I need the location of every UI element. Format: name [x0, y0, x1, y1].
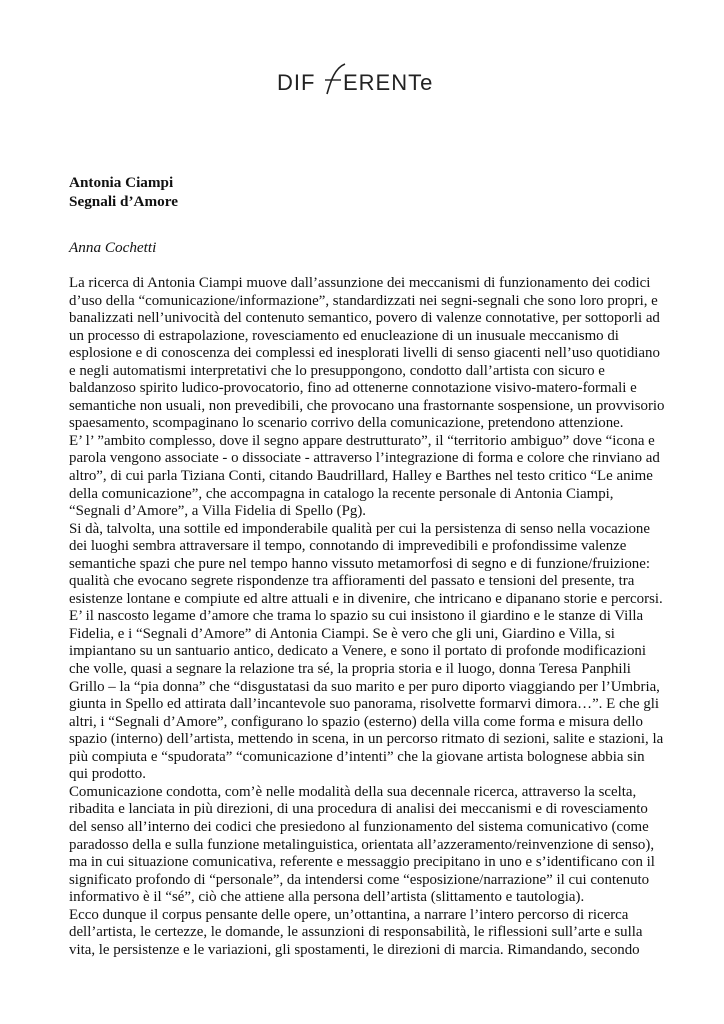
body-line: Grillo – la “pia donna” che “disgustatasi da suo marito e per puro diporto viaggiando per l’Umbria, [69, 678, 660, 695]
body-line: del senso all’interno dei codici che presiedono al funzionamento del sistema comunicativo (come [69, 818, 649, 835]
svg-text:DIF: DIF [277, 70, 316, 95]
body-line: Ecco dunque il corpus pensante delle opere, un’ottantina, a narrare l’intero percorso di ricerca [69, 906, 629, 923]
author-name: Anna Cochetti [69, 239, 157, 256]
differente-logo-icon [275, 60, 455, 100]
article-body [69, 275, 669, 959]
body-line: esistenze lontane e compiute ed altre attuali e in divenire, che intricano e dipanano storie e percorsi. [69, 590, 663, 607]
body-line: Si dà, talvolta, una sottile ed imponderabile qualità per cui la persistenza di senso nella vocazione [69, 520, 650, 537]
body-line: e negli automatismi interpretativi che lo presuppongono, condotto dall’artista con sicuro e [69, 362, 605, 379]
body-line: altri, i “Segnali d’Amore”, configurano lo spazio (esterno) della villa come forma e misura dello [69, 713, 643, 730]
body-line: più compiuta e “spudorata” “comunicazione d’intenti” che la giovane artista bolognese abbia sin [69, 748, 645, 765]
document-title [69, 173, 178, 211]
body-line: spazio (interno) dell’artista, mettendo in scena, in un percorso ritmato di sezioni, salite e stazioni, la [69, 731, 664, 748]
body-line: ribadita e lanciata in più direzioni, di una procedura di analisi dei meccanismi e di rovesciamento [69, 801, 648, 818]
body-line: dell’artista, le certezze, le domande, le assunzioni di responsabilità, le riflessioni sull’arte e sulla [69, 924, 643, 941]
title-line-1: Antonia Ciampi [69, 174, 174, 191]
body-line: E’ il nascosto legame d’amore che trama lo spazio su cui insistono il giardino e le stanze di Villa [69, 608, 644, 625]
body-line: significato profondo di “personale”, da intendersi come “esposizione/narrazione” il cui contenuto [69, 871, 650, 888]
svg-text:ERENTe: ERENTe [343, 70, 434, 95]
brand-logo [275, 60, 455, 100]
body-line: qui prodotto. [69, 766, 146, 783]
body-line: parola vengono associate - o dissociate - attraverso l’integrazione di forma e colore che rinviano ad [69, 450, 660, 467]
body-line: Fidelia, e i “Segnali d’Amore” di Antonia Ciampi. Se è vero che gli uni, Giardino e Villa, si [69, 625, 615, 642]
body-line: spaesamento, scompaginano lo scenario corrivo della comunicazione, pretendono attenzione. [69, 415, 624, 432]
body-line: paradosso della e sulla funzione metalinguistica, orientata all’azzeramento/reinvenzione di senso), [69, 836, 655, 853]
body-line: baldanzoso spirito ludico-provocatorio, fino ad ottenerne connotazione visivo-matero-formali e [69, 380, 637, 397]
body-line: ma in cui situazione comunicativa, referente e messaggio precipitano in uno e s’identificano con il [69, 854, 655, 871]
body-line: d’uso della “comunicazione/informazione”, standardizzati nei segni-segnali che sono loro propri, e [69, 292, 658, 309]
body-line: “Segnali d’Amore”, a Villa Fidelia di Spello (Pg). [69, 503, 366, 520]
body-line: della comunicazione”, che accompagna in catalogo la recente personale di Antonia Ciampi, [69, 485, 614, 502]
body-line: esplosione e di conoscenza dei complessi ed inesplorati livelli di senso giacenti nell’uso quotidiano [69, 345, 660, 362]
body-line: Comunicazione condotta, com’è nelle modalità della sua decennale ricerca, attraverso la scelta, [69, 783, 637, 800]
body-line: vita, le persistenze e le variazioni, gli spostamenti, le direzioni di marcia. Rimandando, secondo [69, 941, 640, 958]
body-line: La ricerca di Antonia Ciampi muove dall’assunzione dei meccanismi di funzionamento dei codici [69, 275, 651, 291]
body-line: giunta in Spello ed attirata dall’incantevole suo panorama, risolvette formarvi dimora…”. E che gli [69, 696, 660, 713]
body-line: impiantano su un santuario antico, dedicato a Venere, e sono il portato di profonde modificazioni [69, 643, 646, 660]
body-line: che volle, quasi a segnare la relazione tra sé, la propria storia e il luogo, donna Teresa Panphili [69, 661, 631, 678]
title-line-2: Segnali d’Amore [69, 193, 178, 210]
body-line: qualità che evocano segrete rispondenze tra affioramenti del passato e tensioni del presente, tra [69, 573, 635, 590]
body-line: semantiche spazi che pure nel tempo hanno vissuto metamorfosi di segno e di funzione/fruizione: [69, 555, 650, 572]
body-line: banalizzati nell’univocità del contenuto semantico, povero di valenze connotative, per sottoporli ad [69, 310, 660, 327]
body-line: semantiche non usuali, non prevedibili, che provocano una frastornante sospensione, un provvisorio [69, 397, 665, 414]
body-line: un processo di estrapolazione, rovesciamento ed enucleazione di un inusuale meccanismo di [69, 327, 619, 344]
body-line: altro”, di cui parla Tiziana Conti, citando Baudrillard, Halley e Barthes nel testo critico “Le anime [69, 468, 653, 485]
body-line: dei luoghi sembra attraversare il tempo, connotando di imprevedibili e profondissime valenze [69, 538, 627, 555]
body-line: informativo è il “sé”, ciò che attiene alla persona dell’artista (slittamento e tautologia). [69, 889, 585, 906]
body-line: E’ l’ ”ambito complesso, dove il segno appare destrutturato”, il “territorio ambiguo” dove “icona e [69, 432, 655, 449]
